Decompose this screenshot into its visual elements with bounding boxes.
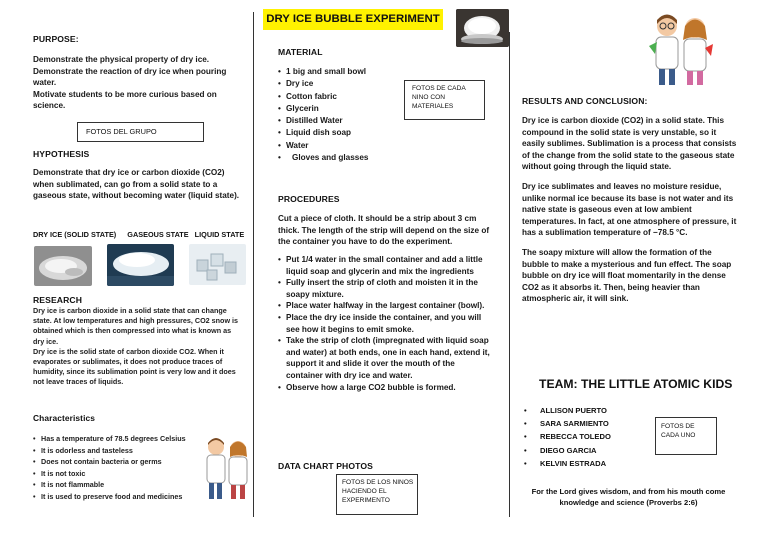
scientist-kids-illustration (200, 435, 255, 505)
research-text (33, 306, 243, 388)
page-title: DRY ICE BUBBLE EXPERIMENT (266, 13, 440, 25)
proverbs-verse: For the Lord gives wisdom, and from his mouth come knowledge and science (Proverbs 2:6) (531, 487, 726, 508)
purpose-line: Demonstrate the physical property of dry ice. (33, 55, 210, 64)
list-item: • Distilled Water (278, 115, 408, 127)
results-paragraph: The soapy mixture will allow the formation of the bubble to make a mysterious and fun effect. The soap bubble on dry ice will float momentarily in the dense CO2 as it absorbs it. Then, being heavier than atmospheric air, it will sink. (522, 247, 732, 304)
team-member: • REBECCA TOLEDO (522, 430, 611, 443)
team-member: • KELVIN ESTRADA (522, 457, 611, 470)
team-photo-label: FOTOS DE CADA UNO (661, 423, 696, 439)
gaseous-state-photo (107, 244, 174, 286)
list-item: • Glycerin (278, 103, 408, 115)
team-photo-placeholder (655, 417, 717, 455)
research-heading: RESEARCH (33, 295, 83, 305)
characteristics-heading: Characteristics (33, 413, 96, 423)
list-item: • 1 big and small bowl (278, 66, 408, 78)
results-heading: RESULTS AND CONCLUSION: (522, 96, 648, 106)
list-item: • Dry ice (278, 78, 408, 90)
title-banner (263, 9, 443, 30)
purpose-text (33, 54, 238, 112)
hypothesis-text: Demonstrate that dry ice or carbon dioxide (CO2) when sublimated, can go from a solid state to a gaseous state, without becoming water (liquid state). (33, 168, 240, 201)
list-item: • Fully insert the strip of cloth and moisten it in the soapy mixture. (278, 277, 492, 300)
list-item: • It is not flammable (33, 479, 233, 491)
list-item: • Does not contain bacteria or germs (33, 456, 233, 468)
results-paragraph: Dry ice sublimates and leaves no moisture residue, unlike normal ice because its base is not water and its native state is gaseous even at low ambient temperatures. In fact, at one atmosphere of pressure, it has a sublimation temperature of −78.5 °C. (522, 181, 737, 238)
list-item: • Place water halfway in the largest container (bowl). (278, 300, 492, 312)
hypothesis-heading: HYPOTHESIS (33, 149, 90, 159)
liquid-state-label: LIQUID STATE (194, 230, 245, 239)
gaseous-state-label: GASEOUS STATE (127, 230, 189, 239)
solid-state-photo (34, 246, 92, 286)
scientist-kids-illustration (645, 10, 717, 90)
purpose-heading: PURPOSE: (33, 34, 79, 44)
materials-photo-placeholder (404, 80, 485, 120)
states-labels (33, 230, 244, 239)
list-item: • Cotton fabric (278, 91, 408, 103)
team-heading: TEAM: THE LITTLE ATOMIC KIDS (539, 377, 733, 391)
group-photo-label: FOTOS DEL GRUPO (86, 127, 157, 136)
group-photo-placeholder (77, 122, 204, 142)
team-member: • DIEGO GARCIA (522, 444, 611, 457)
list-item: • Take the strip of cloth (impregnated with liquid soap and water) at both ends, one in each hand, extend it, support it and slide it over the mouth of the container with dry ice and water. (278, 335, 492, 381)
team-members-list (522, 404, 611, 470)
research-paragraph: Dry ice is the solid state of carbon dioxide CO2. When it evaporates or sublimates, it does not produce traces of humidity, since its sublimation point is very low and it does not leave traces of liquids. (33, 346, 236, 387)
list-item: • Has a temperature of 78.5 degrees Celsius (33, 433, 233, 445)
purpose-line: Motivate students to be more curious based on science. (33, 89, 217, 111)
bubble-bowl-photo (456, 9, 509, 47)
team-member: • ALLISON PUERTO (522, 404, 611, 417)
list-item-text: Gloves and glasses (292, 153, 369, 163)
research-paragraph: Dry ice is carbon dioxide in a solid state that can change state. At low temperatures and high pressures, CO2 snow is obtained which is then compressed into what is known as dry ice. (33, 306, 239, 346)
list-item: • It is used to preserve food and medicines (33, 491, 233, 503)
material-heading: MATERIAL (278, 47, 323, 57)
experiment-photo-placeholder (336, 474, 418, 515)
team-member: • SARA SARMIENTO (522, 417, 611, 430)
data-chart-heading: DATA CHART PHOTOS (278, 461, 373, 471)
procedures-list (278, 254, 492, 393)
experiment-photo-label: FOTOS DE LOS NINOS HACIENDO EL EXPERIMENTO (342, 479, 414, 504)
list-item: • It is not toxic (33, 468, 233, 480)
materials-photo-label: FOTOS DE CADA NINO CON MATERIALES (412, 85, 466, 110)
material-list (278, 66, 408, 164)
list-item: • It is odorless and tasteless (33, 445, 233, 457)
list-item: • Put 1/4 water in the small container and add a little liquid soap and glycerin and mix the ingredients (278, 254, 492, 277)
liquid-state-photo (189, 244, 246, 285)
purpose-line: Demonstrate the reaction of dry ice when pouring water. (33, 66, 227, 88)
list-item: • Place the dry ice inside the container, and you will see how it begins to emit smoke. (278, 312, 492, 335)
results-paragraph: Dry ice is carbon dioxide (CO2) in a solid state. This compound in the solid state is very unstable, so it easily sublimes. Sublimation is a process that consists of the change from the solid state to the gaseous state without going through the liquid state. (522, 116, 737, 172)
list-item: • Observe how a large CO2 bubble is formed. (278, 382, 492, 394)
list-item: • Liquid dish soap (278, 127, 408, 139)
procedures-heading: PROCEDURES (278, 194, 340, 204)
list-item: • Water (278, 140, 408, 152)
column-divider (509, 32, 510, 517)
results-text (522, 115, 740, 305)
solid-state-label: DRY ICE (SOLID STATE) (33, 230, 117, 239)
procedures-intro: Cut a piece of cloth. It should be a strip about 3 cm thick. The length of the strip will depend on the size of the container you have to do the experiment. (278, 214, 490, 247)
list-item (278, 152, 408, 164)
